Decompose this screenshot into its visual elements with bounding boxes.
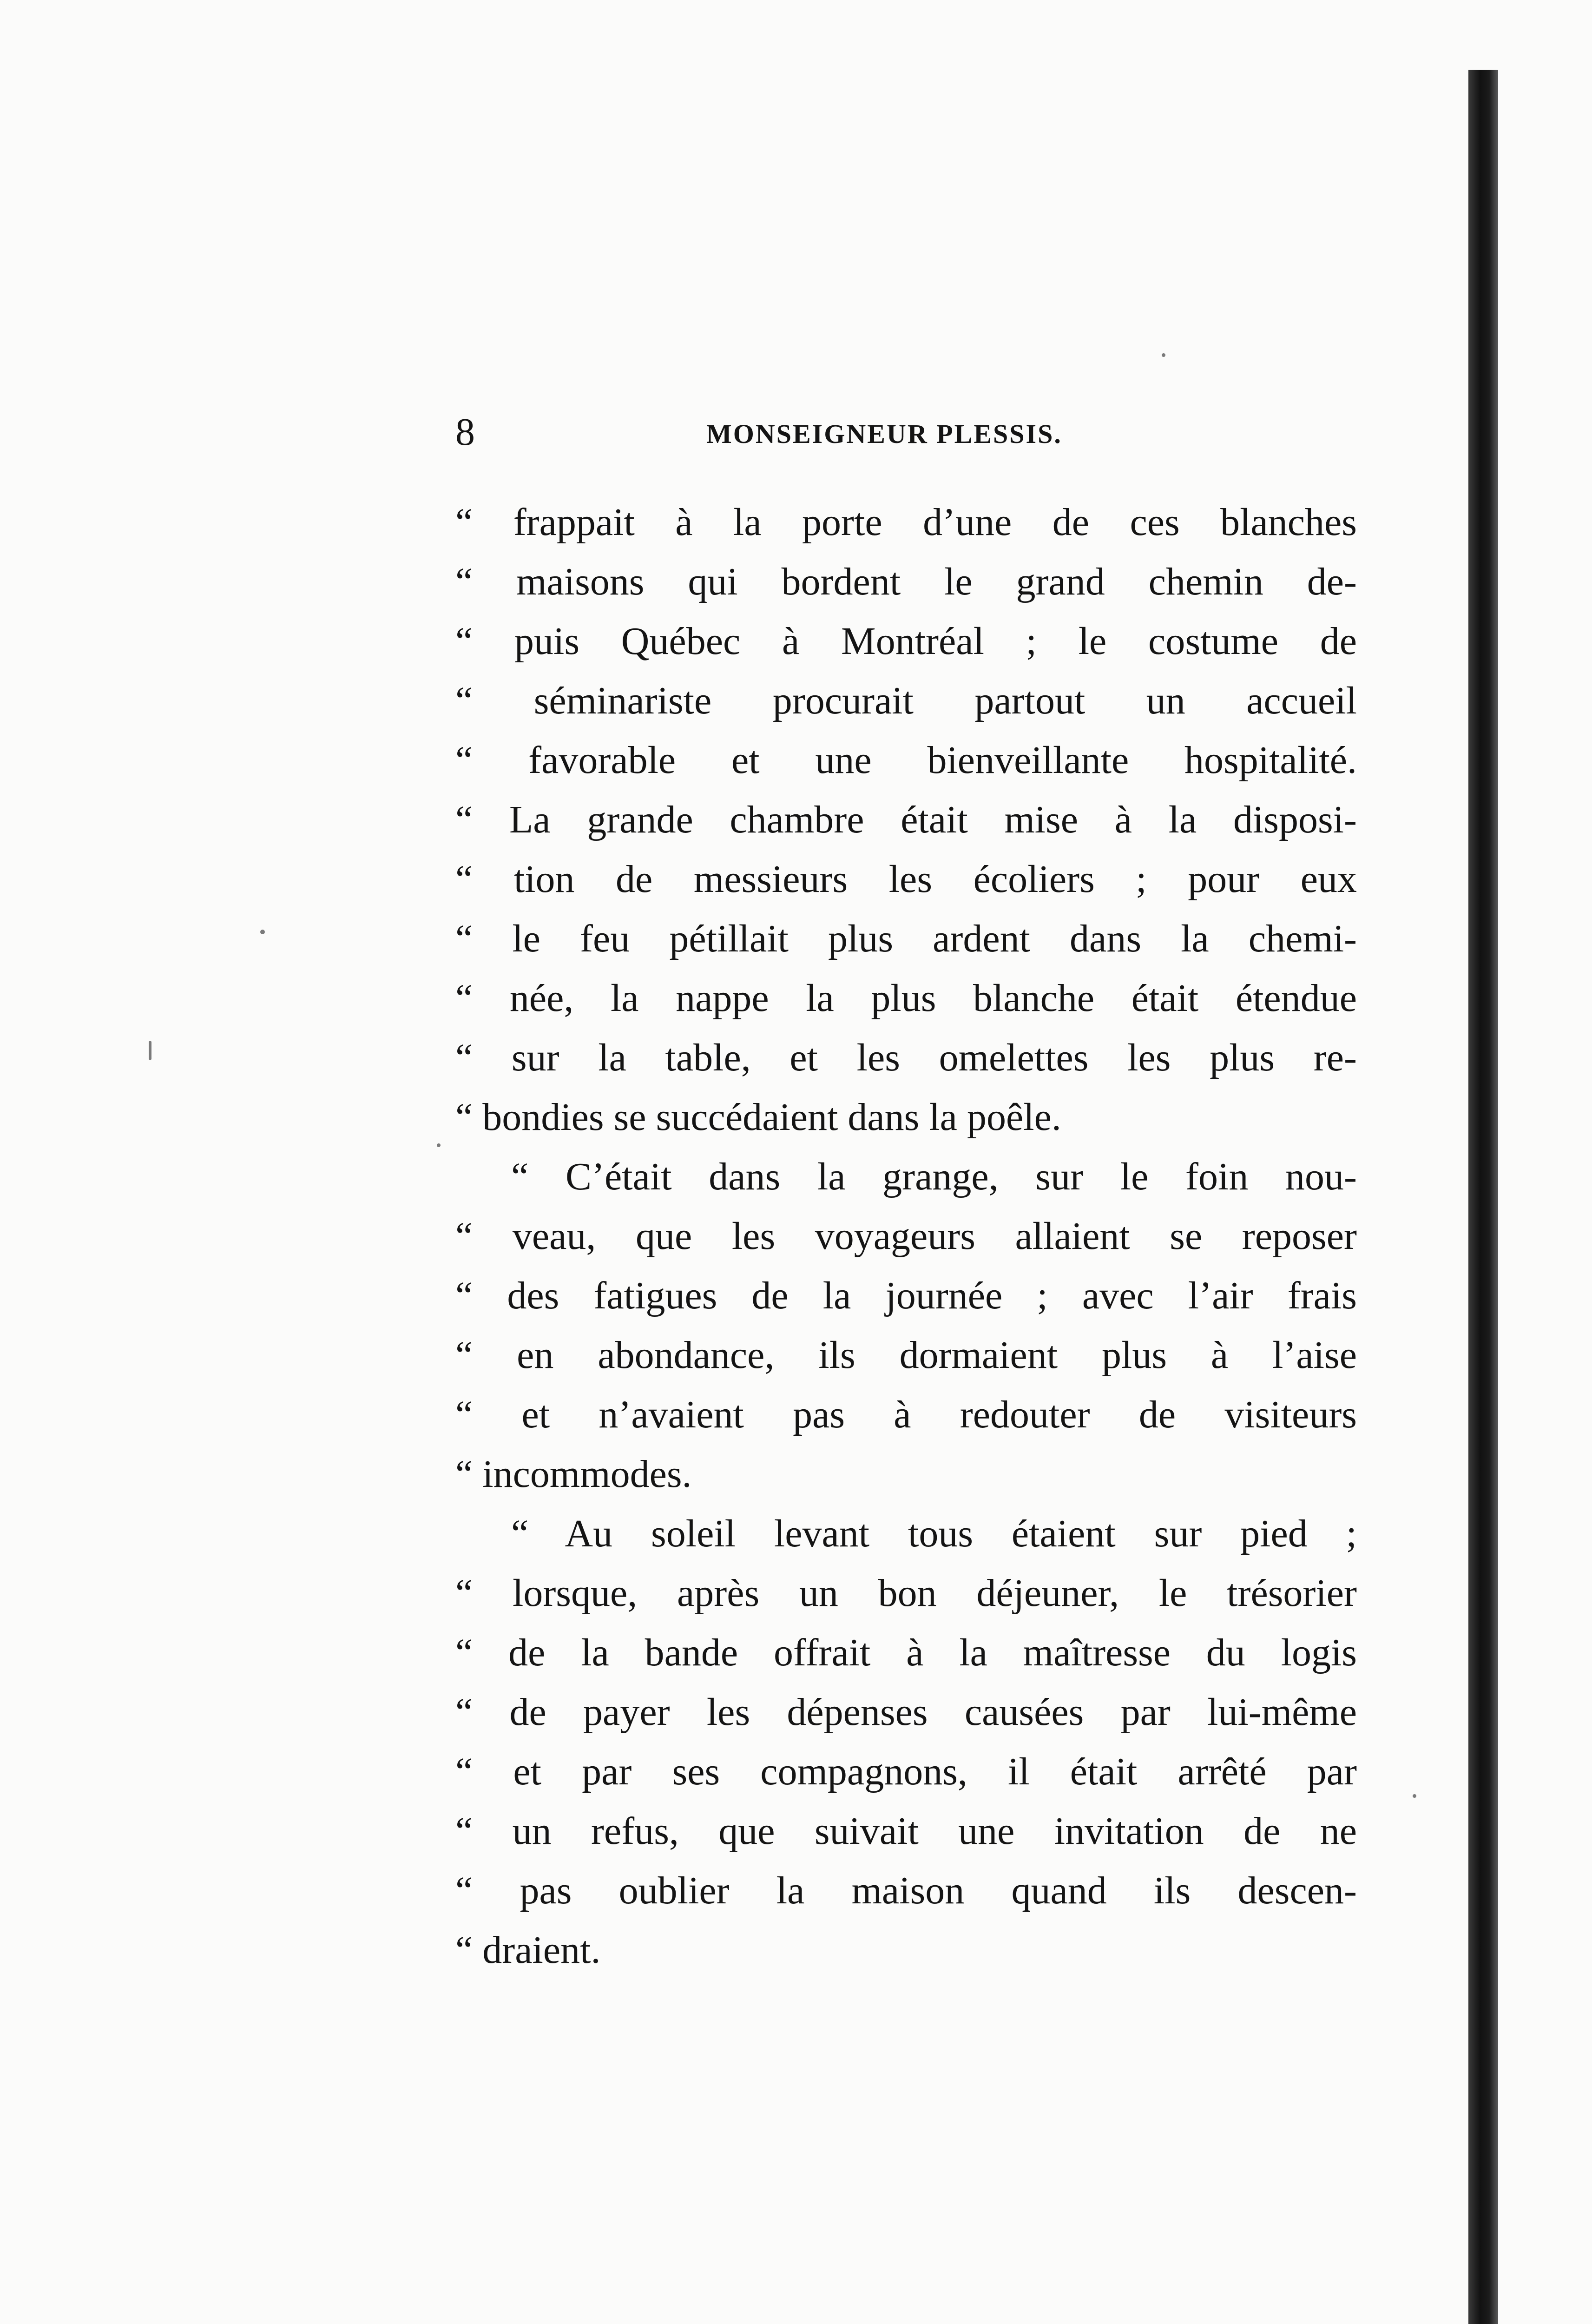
text-line: “ le feu pétillait plus ardent dans la chemi- <box>455 917 1357 960</box>
text-line: “ lorsque, après un bon déjeuner, le trésorier <box>455 1571 1357 1615</box>
text-line: “ incommodes. <box>455 1452 692 1496</box>
text-line: “ La grande chambre était mise à la disposi- <box>455 798 1357 841</box>
text-line: “ maisons qui bordent le grand chemin de- <box>455 560 1357 603</box>
text-line: “ bondies se succédaient dans la poêle. <box>455 1096 1061 1139</box>
text-line: “ favorable et une bienveillante hospitalité. <box>455 739 1357 782</box>
text-line: “ draient. <box>455 1928 601 1972</box>
text-line: “ un refus, que suivait une invitation de ne <box>455 1809 1357 1853</box>
text-line: “ Au soleil levant tous étaient sur pied ; <box>511 1512 1357 1555</box>
page-header <box>455 409 1375 460</box>
text-line: “ et par ses compagnons, il était arrêté par <box>455 1750 1357 1793</box>
text-line: “ et n’avaient pas à redouter de visiteurs <box>455 1393 1357 1436</box>
text-line: “ de la bande offrait à la maîtresse du logis <box>455 1631 1357 1674</box>
text-line: “ des fatigues de la journée ; avec l’air frais <box>455 1274 1357 1317</box>
scan-speck <box>1413 1794 1416 1798</box>
scan-speck <box>437 1143 441 1147</box>
text-line: “ née, la nappe la plus blanche était étendue <box>455 977 1357 1020</box>
page-number: 8 <box>455 410 475 454</box>
scan-speck <box>149 1041 151 1060</box>
text-line: “ veau, que les voyageurs allaient se reposer <box>455 1215 1357 1258</box>
text-line: “ de payer les dépenses causées par lui-même <box>455 1690 1357 1734</box>
text-line: “ puis Québec à Montréal ; le costume de <box>455 620 1357 663</box>
page-spine-shadow <box>1468 70 1498 2324</box>
text-line: “ séminariste procurait partout un accueil <box>455 679 1357 722</box>
text-line: “ tion de messieurs les écoliers ; pour eux <box>455 858 1357 901</box>
body-text <box>455 493 1357 1980</box>
text-line: “ sur la table, et les omelettes les plus re- <box>455 1036 1357 1079</box>
text-line: “ en abondance, ils dormaient plus à l’aise <box>455 1334 1357 1377</box>
text-line: “ frappait à la porte d’une de ces blanches <box>455 501 1357 544</box>
running-title: MONSEIGNEUR PLESSIS. <box>706 419 1062 449</box>
scan-speck <box>260 930 265 934</box>
text-line: “ C’était dans la grange, sur le foin nou- <box>511 1155 1357 1198</box>
text-line: “ pas oublier la maison quand ils descen- <box>455 1869 1357 1912</box>
scan-speck <box>1162 353 1165 357</box>
